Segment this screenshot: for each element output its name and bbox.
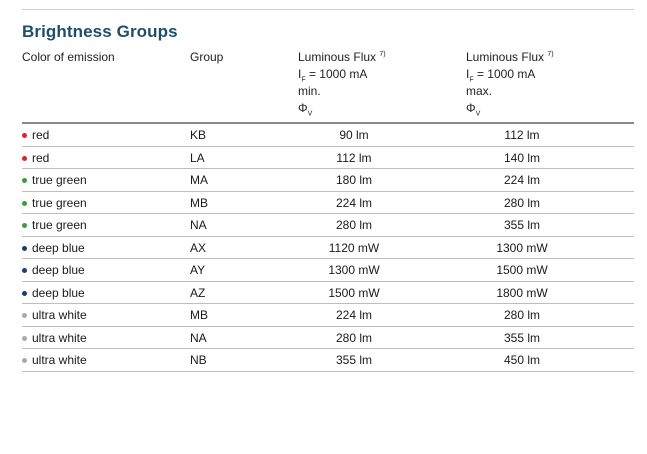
table-header [22,49,634,121]
flux-max-cell: 140 lm [503,150,541,165]
color-dot-icon [22,313,27,318]
header-min-current-subscript: F [301,76,306,84]
table-row [22,169,634,192]
header-max-current-value: = 1000 mA [473,67,536,81]
flux-min-cell: 112 lm [336,150,372,165]
group-cell: AZ [190,285,206,300]
color-dot-icon [22,291,27,296]
color-dot-icon [22,223,27,228]
color-dot-icon [22,201,27,206]
color-label: red [32,150,50,165]
color-cell [22,286,85,300]
flux-min-cell: 1500 mW [328,285,380,300]
group-cell: MB [190,195,208,210]
flux-min-cell: 224 lm [335,195,373,210]
color-label: red [32,128,50,142]
flux-max-cell: 112 lm [504,128,540,142]
color-label: ultra white [32,308,87,322]
color-label: true green [32,195,87,210]
color-dot-icon [22,358,27,363]
header-min-current-symbol: I [298,67,302,81]
header-min-footnote: 7) [379,51,386,58]
header-min-phi-symbol: Φ [298,101,308,115]
flux-max-cell: 450 lm [503,353,541,367]
header-min-phi-subscript: V [307,110,313,118]
top-divider [22,9,634,10]
group-cell: AY [190,263,206,277]
table-row [22,237,634,260]
header-max-footnote: 7) [547,51,554,58]
flux-min-cell: 1300 mW [328,263,380,277]
table-row [22,327,634,350]
color-label: true green [32,173,87,187]
table-row [22,192,634,215]
group-cell: NB [190,353,207,367]
color-cell [22,128,49,142]
group-cell: AX [190,240,207,255]
brightness-groups-table [22,49,634,372]
section-title: Brightness Groups [22,22,178,41]
flux-max-cell: 1300 mW [496,240,548,255]
flux-max-cell: 280 lm [503,195,541,210]
flux-min-cell: 280 lm [335,330,373,345]
color-cell [22,308,87,322]
color-cell [22,263,85,277]
flux-max-cell: 280 lm [503,308,541,322]
table-row [22,147,634,170]
color-cell [22,331,87,345]
header-color-of-emission: Color of emission [22,50,115,64]
header-luminous-flux-max [466,49,554,117]
flux-min-cell: 90 lm [339,128,369,142]
header-min-qualifier: min. [298,84,321,98]
header-max-phi-subscript: V [475,110,481,118]
color-label: deep blue [32,285,85,300]
color-label: deep blue [32,240,85,255]
flux-max-cell: 355 lm [503,330,541,345]
group-cell: NA [190,330,207,345]
color-cell [22,151,49,165]
table-body [22,124,634,372]
color-label: ultra white [32,330,87,345]
header-group: Group [190,50,224,64]
group-cell: KB [190,128,207,142]
color-cell [22,173,87,187]
color-dot-icon [22,246,27,251]
color-cell [22,218,87,232]
flux-max-cell: 224 lm [503,173,541,187]
flux-min-cell: 224 lm [335,308,373,322]
group-cell: NA [190,218,207,232]
group-cell: LA [190,150,205,165]
color-cell [22,196,87,210]
color-dot-icon [22,178,27,183]
flux-max-cell: 1500 mW [496,263,548,277]
color-dot-icon [22,156,27,161]
table-row [22,304,634,327]
flux-min-cell: 180 lm [335,173,373,187]
flux-min-cell: 355 lm [335,353,373,367]
group-cell: MA [190,173,208,187]
flux-max-cell: 355 lm [503,218,541,232]
table-row [22,349,634,372]
table-row [22,124,634,147]
table-row [22,259,634,282]
header-max-current-symbol: I [466,67,470,81]
color-dot-icon [22,336,27,341]
group-cell: MB [190,308,208,322]
color-label: deep blue [32,263,85,277]
header-min-current-value: = 1000 mA [305,67,368,81]
color-dot-icon [22,133,27,138]
table-row [22,214,634,237]
color-label: ultra white [32,353,87,367]
flux-min-cell: 280 lm [335,218,373,232]
flux-max-cell: 1800 mW [496,285,548,300]
header-max-current-subscript: F [469,76,474,84]
color-cell [22,353,87,367]
color-cell [22,241,85,255]
color-dot-icon [22,268,27,273]
header-max-phi-symbol: Φ [466,101,476,115]
flux-min-cell: 1120 mW [328,240,380,255]
table-row [22,282,634,305]
header-max-label: Luminous Flux [466,50,545,64]
header-max-qualifier: max. [466,84,493,98]
color-label: true green [32,218,87,232]
header-luminous-flux-min [298,49,386,117]
header-min-label: Luminous Flux [298,50,377,64]
